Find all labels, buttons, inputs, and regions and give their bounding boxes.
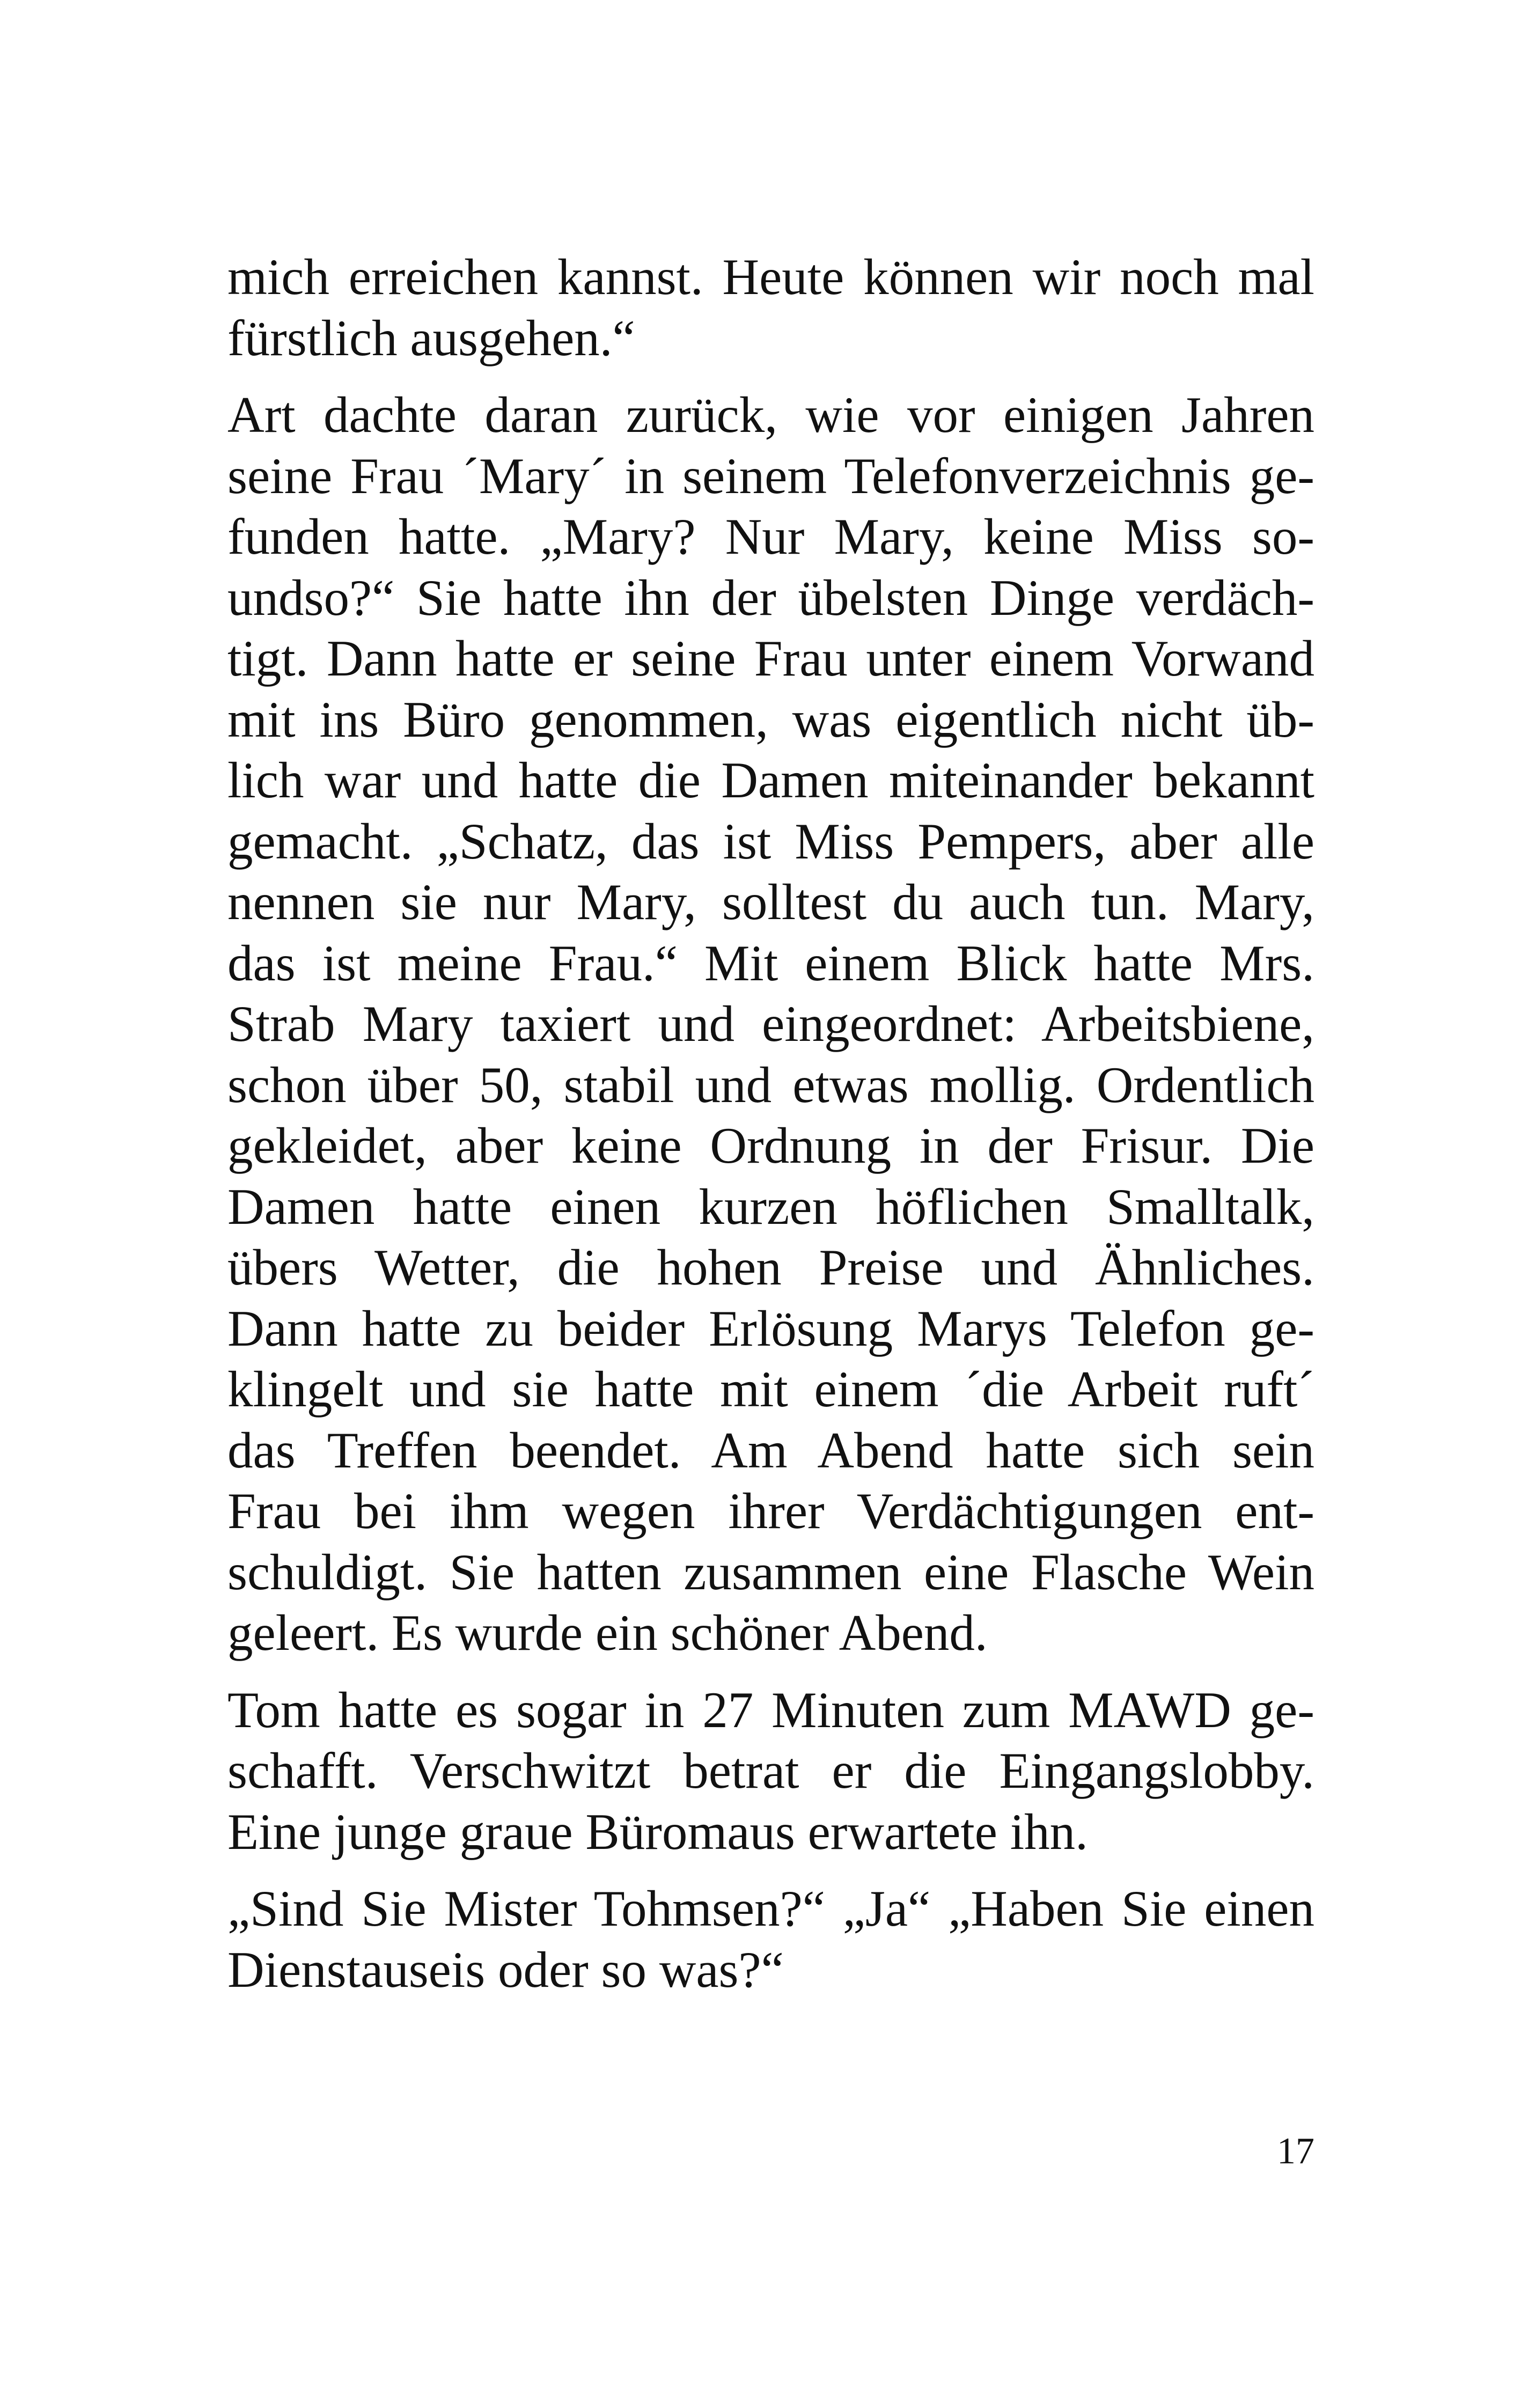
text-line: schon über 50, stabil und etwas mollig. Ordentlich bbox=[227, 1056, 1314, 1113]
paragraph-3 bbox=[227, 1680, 1314, 1863]
paragraph-4 bbox=[227, 1878, 1314, 2000]
text-line: das Treffen beendet. Am Abend hatte sich sein bbox=[227, 1421, 1314, 1479]
text-line: geleert. Es wurde ein schöner Abend. bbox=[227, 1604, 988, 1661]
text-line: „Sind Sie Mister Tohmsen?“ „Ja“ „Haben Sie einen bbox=[227, 1880, 1314, 1937]
body-text bbox=[227, 247, 1314, 2016]
text-line: nennen sie nur Mary, solltest du auch tun. Mary, bbox=[227, 873, 1314, 930]
text-line: Dienstauseis oder so was?“ bbox=[227, 1941, 784, 1998]
page-number: 17 bbox=[1277, 2131, 1314, 2172]
text-line: Dann hatte zu beider Erlösung Marys Telefon ge- bbox=[227, 1300, 1314, 1357]
text-line: gemacht. „Schatz, das ist Miss Pempers, aber alle bbox=[227, 812, 1314, 870]
text-line: Tom hatte es sogar in 27 Minuten zum MAWD ge- bbox=[227, 1681, 1314, 1738]
text-line: mich erreichen kannst. Heute können wir noch mal bbox=[227, 248, 1314, 305]
text-line: seine Frau ´Mary´ in seinem Telefonverzeichnis ge- bbox=[227, 447, 1314, 504]
text-line: mit ins Büro genommen, was eigentlich nicht üb- bbox=[227, 691, 1314, 748]
text-line: undso?“ Sie hatte ihn der übelsten Dinge verdäch- bbox=[227, 569, 1314, 626]
text-line: klingelt und sie hatte mit einem ´die Arbeit ruft´ bbox=[227, 1361, 1314, 1418]
text-line: Damen hatte einen kurzen höflichen Smalltalk, bbox=[227, 1178, 1314, 1235]
text-line: Frau bei ihm wegen ihrer Verdächtigungen ent- bbox=[227, 1482, 1314, 1539]
text-line: fürstlich ausgehen.“ bbox=[227, 309, 635, 366]
text-line: Eine junge graue Büromaus erwartete ihn. bbox=[227, 1803, 1088, 1860]
text-line: Art dachte daran zurück, wie vor einigen Jahren bbox=[227, 386, 1314, 443]
text-line: gekleidet, aber keine Ordnung in der Frisur. Die bbox=[227, 1117, 1314, 1174]
paragraph-1 bbox=[227, 247, 1314, 369]
paragraph-2 bbox=[227, 385, 1314, 1664]
text-line: Strab Mary taxiert und eingeordnet: Arbeitsbiene, bbox=[227, 995, 1314, 1052]
text-line: schafft. Verschwitzt betrat er die Eingangslobby. bbox=[227, 1742, 1314, 1799]
text-line: tigt. Dann hatte er seine Frau unter einem Vorwand bbox=[227, 630, 1314, 687]
text-line: funden hatte. „Mary? Nur Mary, keine Miss so- bbox=[227, 508, 1314, 565]
text-line: übers Wetter, die hohen Preise und Ähnliches. bbox=[227, 1239, 1314, 1296]
text-line: das ist meine Frau.“ Mit einem Blick hatte Mrs. bbox=[227, 934, 1314, 992]
text-line: lich war und hatte die Damen miteinander bekannt bbox=[227, 752, 1314, 809]
text-line: schuldigt. Sie hatten zusammen eine Flasche Wein bbox=[227, 1543, 1314, 1601]
